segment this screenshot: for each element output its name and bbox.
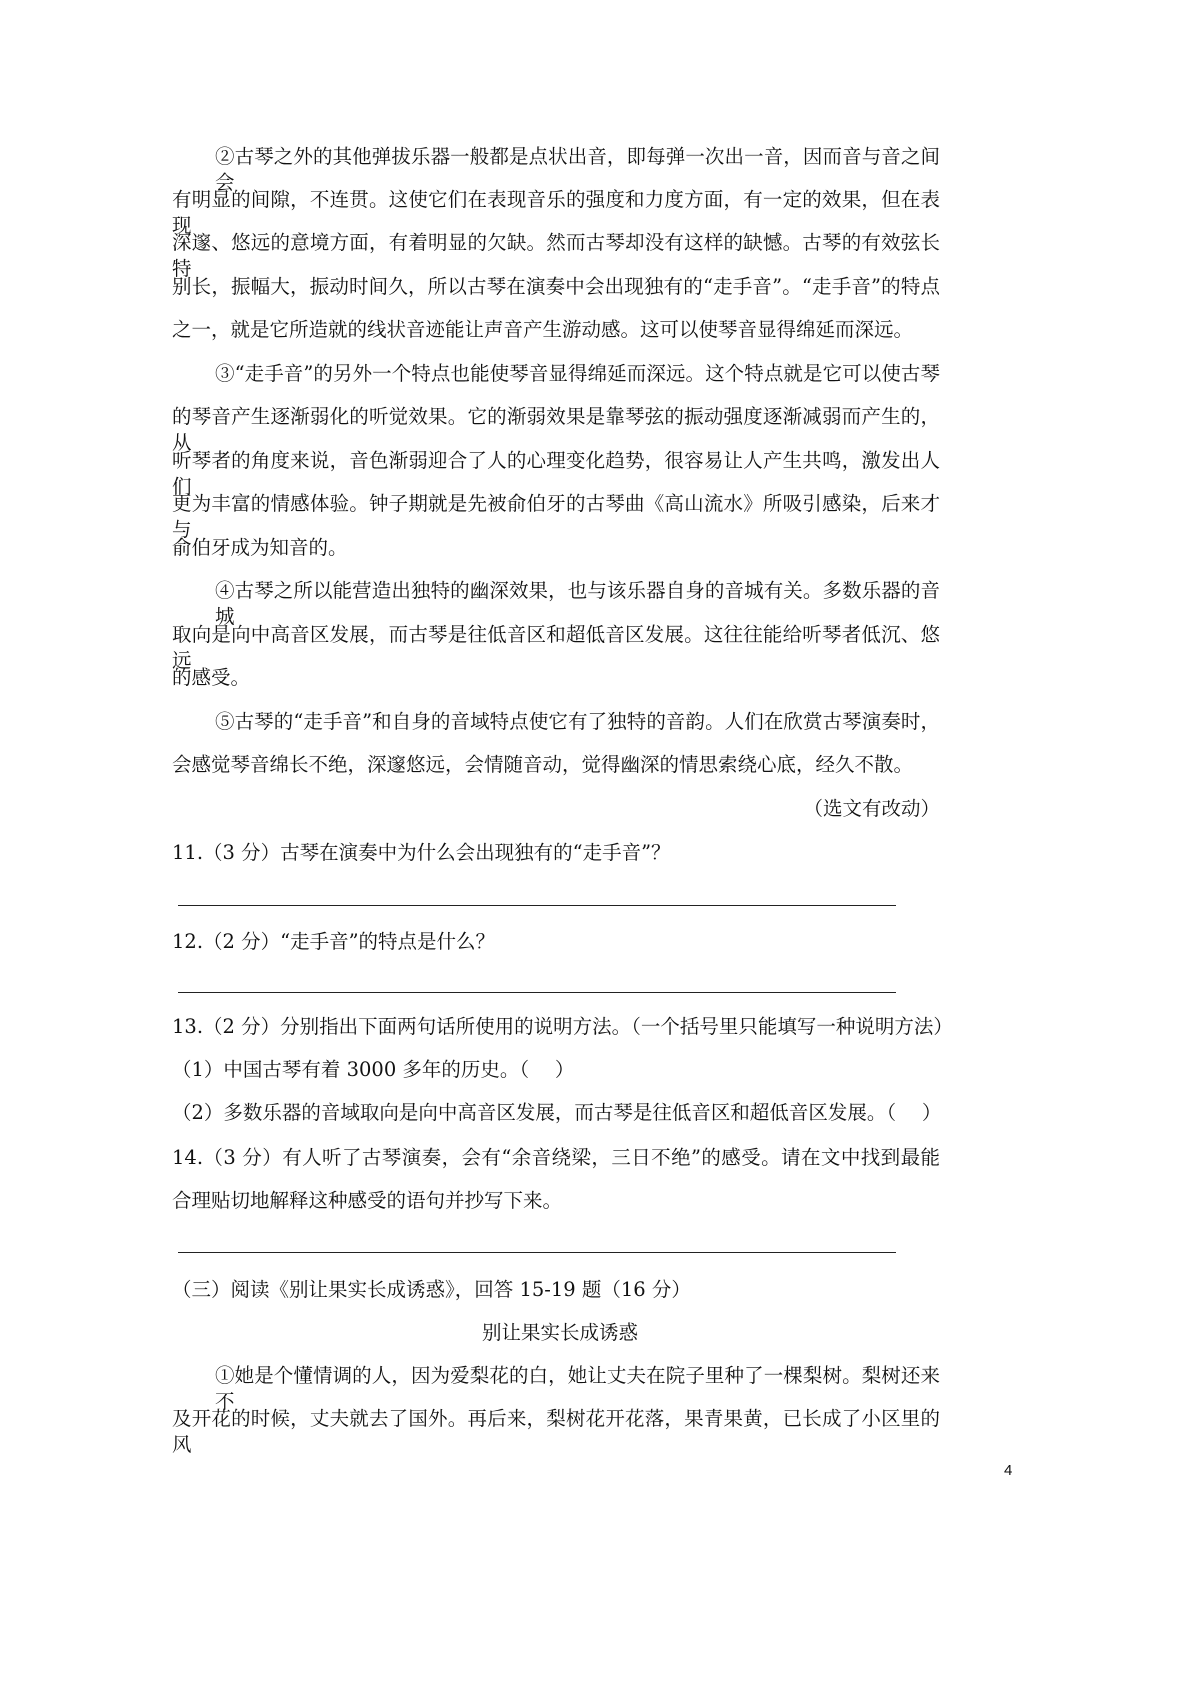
paragraph-3-line: ③“走手音”的另外一个特点也能使琴音显得绵延而深远。这个特点就是它可以使古琴 [215, 362, 940, 385]
paragraph-2-line: ②古琴之外的其他弹拔乐器一般都是点状出音，即每弹一次出一音，因而音与音之间会 [215, 145, 940, 194]
question-14-line: 合理贴切地解释这种感受的语句并抄写下来。 [172, 1189, 563, 1212]
paragraph-4-line: 取向是向中高音区发展，而古琴是往低音区和超低音区发展。这往往能给听琴者低沉、悠远 [172, 623, 940, 672]
question-14-line: 14.（3 分）有人听了古琴演奏，会有“余音绕梁，三日不绝”的感受。请在文中找到最能 [172, 1146, 940, 1169]
question-12: 12.（2 分）“走手音”的特点是什么？ [172, 930, 496, 953]
answer-line-11[interactable] [178, 905, 896, 906]
paragraph-2-line: 别长，振幅大，振动时间久，所以古琴在演奏中会出现独有的“走手音”。“走手音”的特点 [172, 275, 940, 298]
paragraph-5-line: ⑤古琴的“走手音”和自身的音域特点使它有了独特的音韵。人们在欣赏古琴演奏时， [215, 710, 940, 733]
section-3-paragraph-line: 及开花的时候，丈夫就去了国外。再后来，梨树花开花落，果青果黄，已长成了小区里的风 [172, 1407, 940, 1456]
source-note: （选文有改动） [803, 797, 940, 820]
paragraph-4-line: 的感受。 [172, 666, 251, 689]
paragraph-3-line: 更为丰富的情感体验。钟子期就是先被俞伯牙的古琴曲《高山流水》所吸引感染，后来才与 [172, 492, 940, 541]
question-11: 11.（3 分）古琴在演奏中为什么会出现独有的“走手音”？ [172, 841, 671, 864]
paragraph-3-line: 听琴者的角度来说，音色渐弱迎合了人的心理变化趋势，很容易让人产生共鸣，激发出人们 [172, 449, 940, 498]
paragraph-5-line: 会感觉琴音绵长不绝，深邃悠远，会情随音动，觉得幽深的情思索绕心底，经久不散。 [172, 753, 914, 776]
paragraph-3-line: 的琴音产生逐渐弱化的听觉效果。它的渐弱效果是靠琴弦的振动强度逐渐减弱而产生的，从 [172, 405, 940, 454]
answer-line-14[interactable] [178, 1252, 896, 1253]
page-number: 4 [1004, 1462, 1013, 1479]
section-3-paragraph-line: ①她是个懂情调的人，因为爱梨花的白，她让丈夫在院子里种了一棵梨树。梨树还来不 [215, 1364, 940, 1413]
paragraph-2-line: 深邃、悠远的意境方面，有着明显的欠缺。然而古琴却没有这样的缺憾。古琴的有效弦长特 [172, 231, 940, 280]
paragraph-2-line: 之一，就是它所造就的线状音迹能让声音产生游动感。这可以使琴音显得绵延而深远。 [172, 318, 914, 341]
answer-line-12[interactable] [178, 992, 896, 993]
section-3-heading: （三）阅读《别让果实长成诱惑》，回答 15-19 题（16 分） [172, 1278, 691, 1301]
section-3-title: 别让果实长成诱惑 [481, 1321, 638, 1344]
question-13-2: （2）多数乐器的音域取向是向中高音区发展，而古琴是往低音区和超低音区发展。（ ） [172, 1101, 942, 1124]
paragraph-3-line: 俞伯牙成为知音的。 [172, 536, 348, 559]
question-13: 13.（2 分）分别指出下面两句话所使用的说明方法。（一个括号里只能填写一种说明方法） [172, 1015, 953, 1038]
paragraph-2-line: 有明显的间隙，不连贯。这使它们在表现音乐的强度和力度方面，有一定的效果，但在表现 [172, 188, 940, 237]
question-13-1: （1）中国古琴有着 3000 多年的历史。（ ） [172, 1058, 575, 1081]
paragraph-4-line: ④古琴之所以能营造出独特的幽深效果，也与该乐器自身的音城有关。多数乐器的音城 [215, 579, 940, 628]
